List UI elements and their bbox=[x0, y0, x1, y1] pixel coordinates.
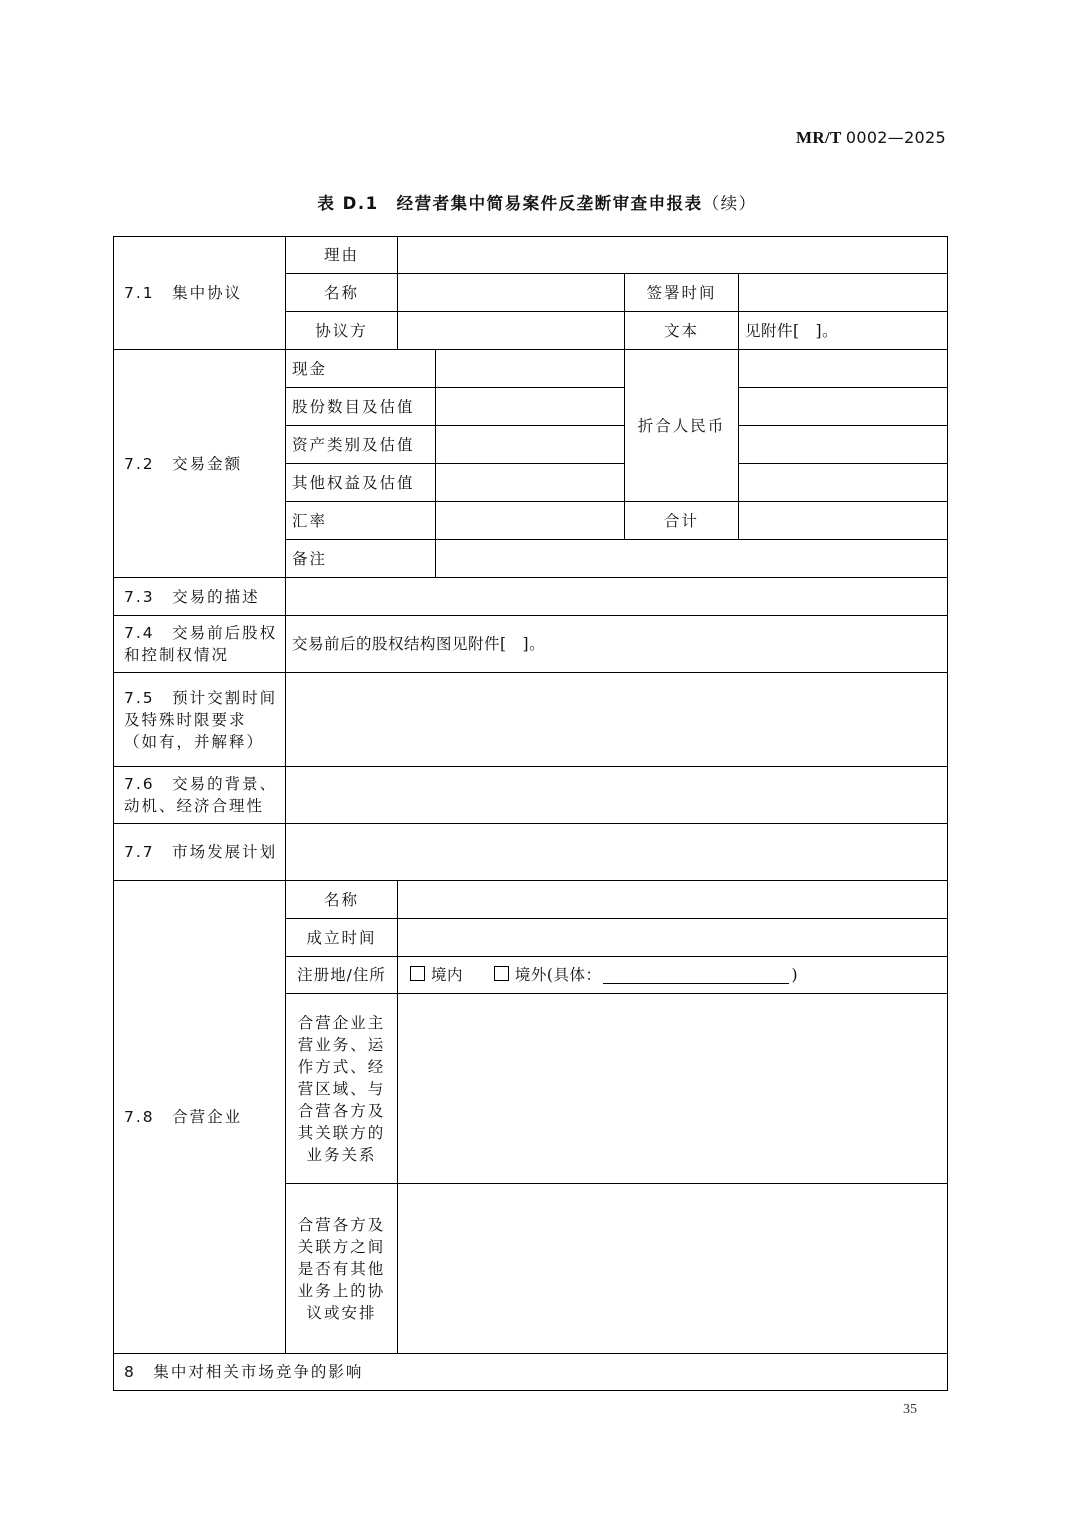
document-code-prefix: MR/T bbox=[796, 128, 842, 147]
table-title-suffix: （续） bbox=[702, 194, 757, 213]
assets-rmb-field[interactable] bbox=[739, 426, 948, 464]
total-field[interactable] bbox=[739, 502, 948, 540]
document-code bbox=[796, 128, 946, 148]
agreement-name-label: 名称 bbox=[286, 274, 398, 312]
transaction-background-field[interactable] bbox=[286, 767, 948, 824]
table-row bbox=[114, 350, 948, 388]
cash-label: 现金 bbox=[286, 350, 436, 388]
section-7-7-label: 7.7 市场发展计划 bbox=[114, 824, 286, 881]
table-row bbox=[114, 824, 948, 881]
table-row bbox=[114, 616, 948, 673]
rmb-label: 折合人民币 bbox=[625, 350, 739, 502]
sign-time-field[interactable] bbox=[739, 274, 948, 312]
overseas-option-label: 境外(具体： bbox=[514, 966, 602, 984]
parties-field[interactable] bbox=[398, 312, 625, 350]
jv-domicile-options bbox=[398, 957, 948, 994]
jv-arrangement-field[interactable] bbox=[398, 1184, 948, 1354]
jv-arrangement-label: 合营各方及关联方之间是否有其他业务上的协议或安排 bbox=[286, 1184, 398, 1354]
other-equity-field[interactable] bbox=[436, 464, 625, 502]
reason-label: 理由 bbox=[286, 237, 398, 274]
shares-field[interactable] bbox=[436, 388, 625, 426]
jv-domicile-label: 注册地/住所 bbox=[286, 957, 398, 994]
table-row bbox=[114, 673, 948, 767]
table-row bbox=[114, 578, 948, 616]
table-row bbox=[114, 1354, 948, 1391]
exchange-rate-field[interactable] bbox=[436, 502, 625, 540]
table-row bbox=[114, 767, 948, 824]
agreement-name-field[interactable] bbox=[398, 274, 625, 312]
assets-label: 资产类别及估值 bbox=[286, 426, 436, 464]
jv-business-label: 合营企业主营业务、运作方式、经营区域、与合营各方及其关联方的业务关系 bbox=[286, 994, 398, 1184]
application-form-table bbox=[113, 236, 948, 1391]
table-title bbox=[0, 190, 1074, 214]
equity-structure-value: 交易前后的股权结构图见附件[ ]。 bbox=[286, 616, 948, 673]
overseas-close-paren: ) bbox=[791, 966, 799, 984]
text-label: 文本 bbox=[625, 312, 739, 350]
cash-rmb-field[interactable] bbox=[739, 350, 948, 388]
transaction-description-field[interactable] bbox=[286, 578, 948, 616]
total-label: 合计 bbox=[625, 502, 739, 540]
exchange-rate-label: 汇率 bbox=[286, 502, 436, 540]
overseas-detail-input[interactable] bbox=[603, 966, 789, 984]
section-7-1-label: 7.1 集中协议 bbox=[114, 237, 286, 350]
remark-label: 备注 bbox=[286, 540, 436, 578]
jv-business-field[interactable] bbox=[398, 994, 948, 1184]
table-row bbox=[114, 237, 948, 274]
jv-name-label: 名称 bbox=[286, 881, 398, 919]
table-row bbox=[114, 881, 948, 919]
sign-time-label: 签署时间 bbox=[625, 274, 739, 312]
domestic-option-label: 境内 bbox=[431, 966, 464, 984]
assets-field[interactable] bbox=[436, 426, 625, 464]
section-7-2-label: 7.2 交易金额 bbox=[114, 350, 286, 578]
other-equity-rmb-field[interactable] bbox=[739, 464, 948, 502]
closing-time-field[interactable] bbox=[286, 673, 948, 767]
domestic-checkbox[interactable] bbox=[410, 966, 425, 981]
shares-rmb-field[interactable] bbox=[739, 388, 948, 426]
section-7-5-label: 7.5 预计交割时间及特殊时限要求（如有，并解释） bbox=[114, 673, 286, 767]
text-attachment-value: 见附件[ ]。 bbox=[739, 312, 948, 350]
reason-field[interactable] bbox=[398, 237, 948, 274]
document-code-number: 0002—2025 bbox=[845, 128, 946, 147]
section-7-3-label: 7.3 交易的描述 bbox=[114, 578, 286, 616]
market-plan-field[interactable] bbox=[286, 824, 948, 881]
cash-field[interactable] bbox=[436, 350, 625, 388]
remark-field[interactable] bbox=[436, 540, 948, 578]
shares-label: 股份数目及估值 bbox=[286, 388, 436, 426]
page-number: 35 bbox=[903, 1402, 917, 1417]
overseas-checkbox[interactable] bbox=[494, 966, 509, 981]
section-7-4-label: 7.4 交易前后股权和控制权情况 bbox=[114, 616, 286, 673]
other-equity-label: 其他权益及估值 bbox=[286, 464, 436, 502]
jv-established-label: 成立时间 bbox=[286, 919, 398, 957]
section-7-6-label: 7.6 交易的背景、动机、经济合理性 bbox=[114, 767, 286, 824]
parties-label: 协议方 bbox=[286, 312, 398, 350]
table-title-main: 表 D.1 经营者集中简易案件反垄断审查申报表 bbox=[317, 194, 703, 213]
jv-name-field[interactable] bbox=[398, 881, 948, 919]
jv-established-field[interactable] bbox=[398, 919, 948, 957]
section-8-label: 8 集中对相关市场竞争的影响 bbox=[114, 1354, 948, 1391]
section-7-8-label: 7.8 合营企业 bbox=[114, 881, 286, 1354]
